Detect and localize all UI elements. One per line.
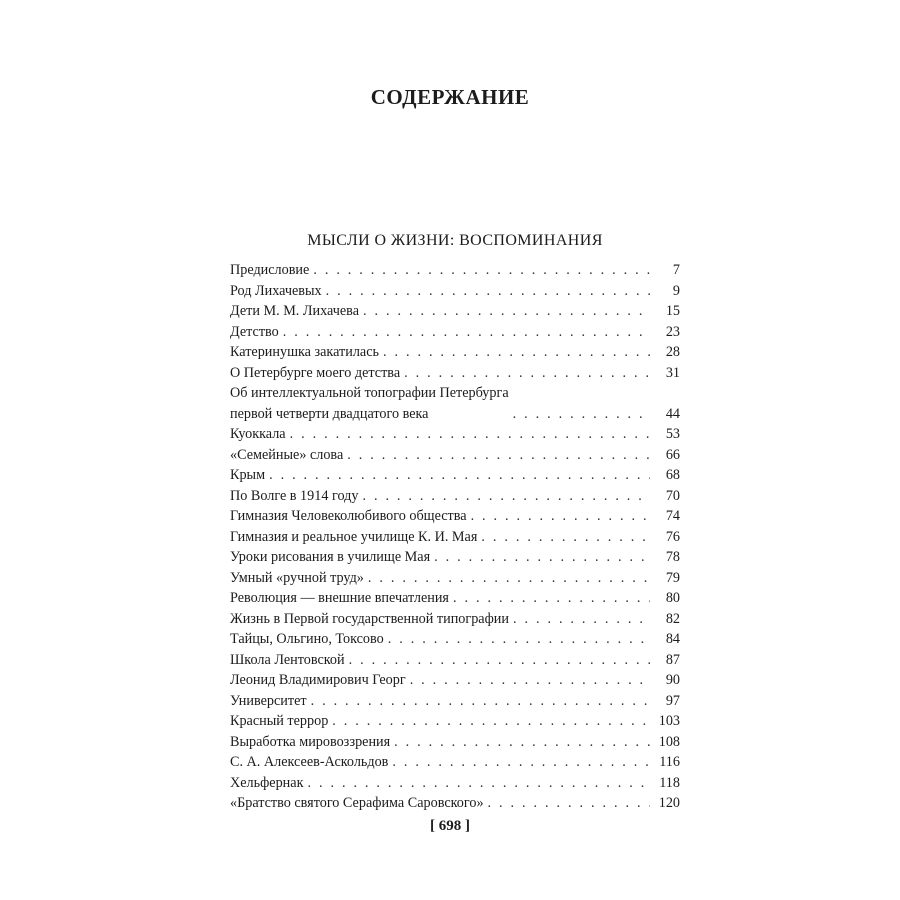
toc-leader-dots bbox=[269, 465, 650, 486]
toc-entry bbox=[230, 363, 680, 384]
toc-leader-dots bbox=[332, 711, 650, 732]
toc-entry-title: Выработка мировоззрения bbox=[230, 733, 391, 750]
toc-entry bbox=[230, 609, 680, 630]
toc-entry-title: Род Лихачевых bbox=[230, 282, 322, 299]
toc-entry-page: 79 bbox=[665, 569, 680, 586]
toc-entry-title: Предисловие bbox=[230, 262, 310, 278]
toc-entry-title: Дети М. М. Лихачева bbox=[230, 303, 359, 319]
toc-entry-title: Детство bbox=[230, 323, 279, 340]
toc-leader-dots bbox=[363, 301, 650, 322]
section-heading: МЫСЛИ О ЖИЗНИ: ВОСПОМИНАНИЯ bbox=[307, 232, 603, 249]
toc-entry bbox=[230, 752, 680, 773]
toc-entry bbox=[230, 711, 680, 732]
toc-leader-dots bbox=[368, 568, 650, 589]
toc-leader-dots bbox=[347, 445, 650, 466]
toc-entry-page: 66 bbox=[665, 446, 680, 463]
toc-entry bbox=[230, 383, 680, 424]
toc-leader-dots bbox=[513, 404, 650, 425]
toc-entry bbox=[230, 547, 680, 568]
toc-entry-page: 87 bbox=[665, 651, 680, 668]
toc-entry-page: 23 bbox=[665, 323, 680, 340]
toc-entry bbox=[230, 281, 680, 302]
toc-entry-page: 103 bbox=[658, 713, 680, 729]
toc-entry-title: Крым bbox=[230, 467, 266, 483]
toc-entry-title: Уроки рисования в училище Мая bbox=[230, 549, 431, 565]
toc-entry-title: Хельфернак bbox=[230, 774, 304, 791]
toc-entry-title: Жизнь в Первой государственной типографии bbox=[230, 610, 509, 627]
toc-entry-title: Школа Лентовской bbox=[230, 651, 345, 668]
page-number-open-bracket: [ bbox=[430, 818, 435, 834]
toc-entry bbox=[230, 527, 680, 548]
toc-entry-title: С. А. Алексеев-Аскольдов bbox=[230, 754, 389, 770]
toc-leader-dots bbox=[313, 260, 650, 281]
toc-entry bbox=[230, 342, 680, 363]
page-number bbox=[0, 818, 900, 835]
toc-leader-dots bbox=[307, 773, 650, 794]
toc-entry-title: Куоккала bbox=[230, 426, 286, 442]
toc-entry-title: «Семейные» слова bbox=[230, 446, 344, 463]
page-number-value: 698 bbox=[438, 818, 462, 834]
toc-entry-title-line-2: первой четверти двадцатого века bbox=[230, 405, 429, 422]
toc-entry-title: Тайцы, Ольгино, Токсово bbox=[230, 631, 384, 647]
toc-entry bbox=[230, 568, 680, 589]
toc-leader-dots bbox=[488, 793, 650, 814]
toc-entry-title: Гимназия Человеколюбивого общества bbox=[230, 508, 467, 524]
toc-entry bbox=[230, 691, 680, 712]
toc-entry-page: 68 bbox=[665, 467, 680, 483]
toc-entry bbox=[230, 773, 680, 794]
toc-leader-dots bbox=[349, 650, 650, 671]
toc-entry-title bbox=[230, 383, 513, 424]
toc-entry-page: 118 bbox=[659, 774, 680, 791]
toc-entry-title: Революция — внешние впечатления bbox=[230, 590, 449, 606]
toc-leader-dots bbox=[513, 609, 650, 630]
toc-entry-page: 44 bbox=[665, 405, 680, 422]
toc-entry-title: Леонид Владимирович Георг bbox=[230, 672, 406, 688]
toc-entry-page: 31 bbox=[665, 364, 680, 381]
table-of-contents bbox=[230, 260, 680, 814]
toc-entry-page: 82 bbox=[665, 610, 680, 627]
toc-entry bbox=[230, 629, 680, 650]
toc-entry bbox=[230, 732, 680, 753]
toc-leader-dots bbox=[392, 752, 650, 773]
toc-leader-dots bbox=[481, 527, 650, 548]
toc-leader-dots bbox=[362, 486, 650, 507]
toc-entry bbox=[230, 465, 680, 486]
toc-leader-dots bbox=[404, 363, 650, 384]
toc-entry-page: 74 bbox=[665, 508, 680, 524]
toc-entry-title: Гимназия и реальное училище К. И. Мая bbox=[230, 528, 478, 545]
page-title: СОДЕРЖАНИЕ bbox=[370, 85, 530, 109]
toc-leader-dots bbox=[388, 629, 650, 650]
toc-entry-title: По Волге в 1914 году bbox=[230, 487, 359, 504]
toc-leader-dots bbox=[283, 322, 650, 343]
toc-leader-dots bbox=[326, 281, 650, 302]
toc-entry-page: 90 bbox=[665, 672, 680, 688]
toc-entry-title: Красный террор bbox=[230, 713, 329, 729]
toc-entry-page: 97 bbox=[665, 692, 680, 709]
toc-leader-dots bbox=[410, 670, 650, 691]
toc-entry-page: 108 bbox=[658, 733, 680, 750]
toc-entry-title: «Братство святого Серафима Саровского» bbox=[230, 795, 484, 811]
toc-leader-dots bbox=[471, 506, 650, 527]
toc-entry-page: 116 bbox=[659, 754, 680, 770]
toc-entry bbox=[230, 260, 680, 281]
toc-entry bbox=[230, 588, 680, 609]
toc-entry bbox=[230, 424, 680, 445]
toc-entry-page: 15 bbox=[665, 303, 680, 319]
toc-entry-page: 28 bbox=[665, 344, 680, 360]
toc-entry bbox=[230, 650, 680, 671]
toc-entry-title: Умный «ручной труд» bbox=[230, 569, 364, 586]
toc-leader-dots bbox=[311, 691, 650, 712]
toc-entry bbox=[230, 670, 680, 691]
toc-leader-dots bbox=[434, 547, 650, 568]
toc-entry-title: Университет bbox=[230, 692, 307, 709]
toc-entry bbox=[230, 322, 680, 343]
toc-entry-page: 76 bbox=[665, 528, 680, 545]
page-number-close-bracket: ] bbox=[465, 818, 470, 834]
toc-entry-page: 7 bbox=[672, 262, 680, 278]
toc-entry bbox=[230, 486, 680, 507]
toc-entry-page: 9 bbox=[672, 282, 680, 299]
toc-entry bbox=[230, 445, 680, 466]
toc-leader-dots bbox=[383, 342, 650, 363]
toc-entry-title: О Петербурге моего детства bbox=[230, 364, 401, 381]
toc-entry-page: 80 bbox=[665, 590, 680, 606]
toc-leader-dots bbox=[394, 732, 650, 753]
toc-entry-title-line-1: Об интеллектуальной топографии Петербурга bbox=[230, 385, 509, 401]
toc-entry-page: 70 bbox=[665, 487, 680, 504]
toc-entry-title: Катеринушка закатилась bbox=[230, 344, 379, 360]
toc-entry-page: 84 bbox=[665, 631, 680, 647]
toc-entry-page: 78 bbox=[665, 549, 680, 565]
toc-leader-dots bbox=[290, 424, 650, 445]
toc-leader-dots bbox=[453, 588, 650, 609]
toc-entry bbox=[230, 301, 680, 322]
toc-entry bbox=[230, 506, 680, 527]
toc-entry-page: 53 bbox=[665, 426, 680, 442]
toc-entry bbox=[230, 793, 680, 814]
toc-entry-page: 120 bbox=[658, 795, 680, 811]
